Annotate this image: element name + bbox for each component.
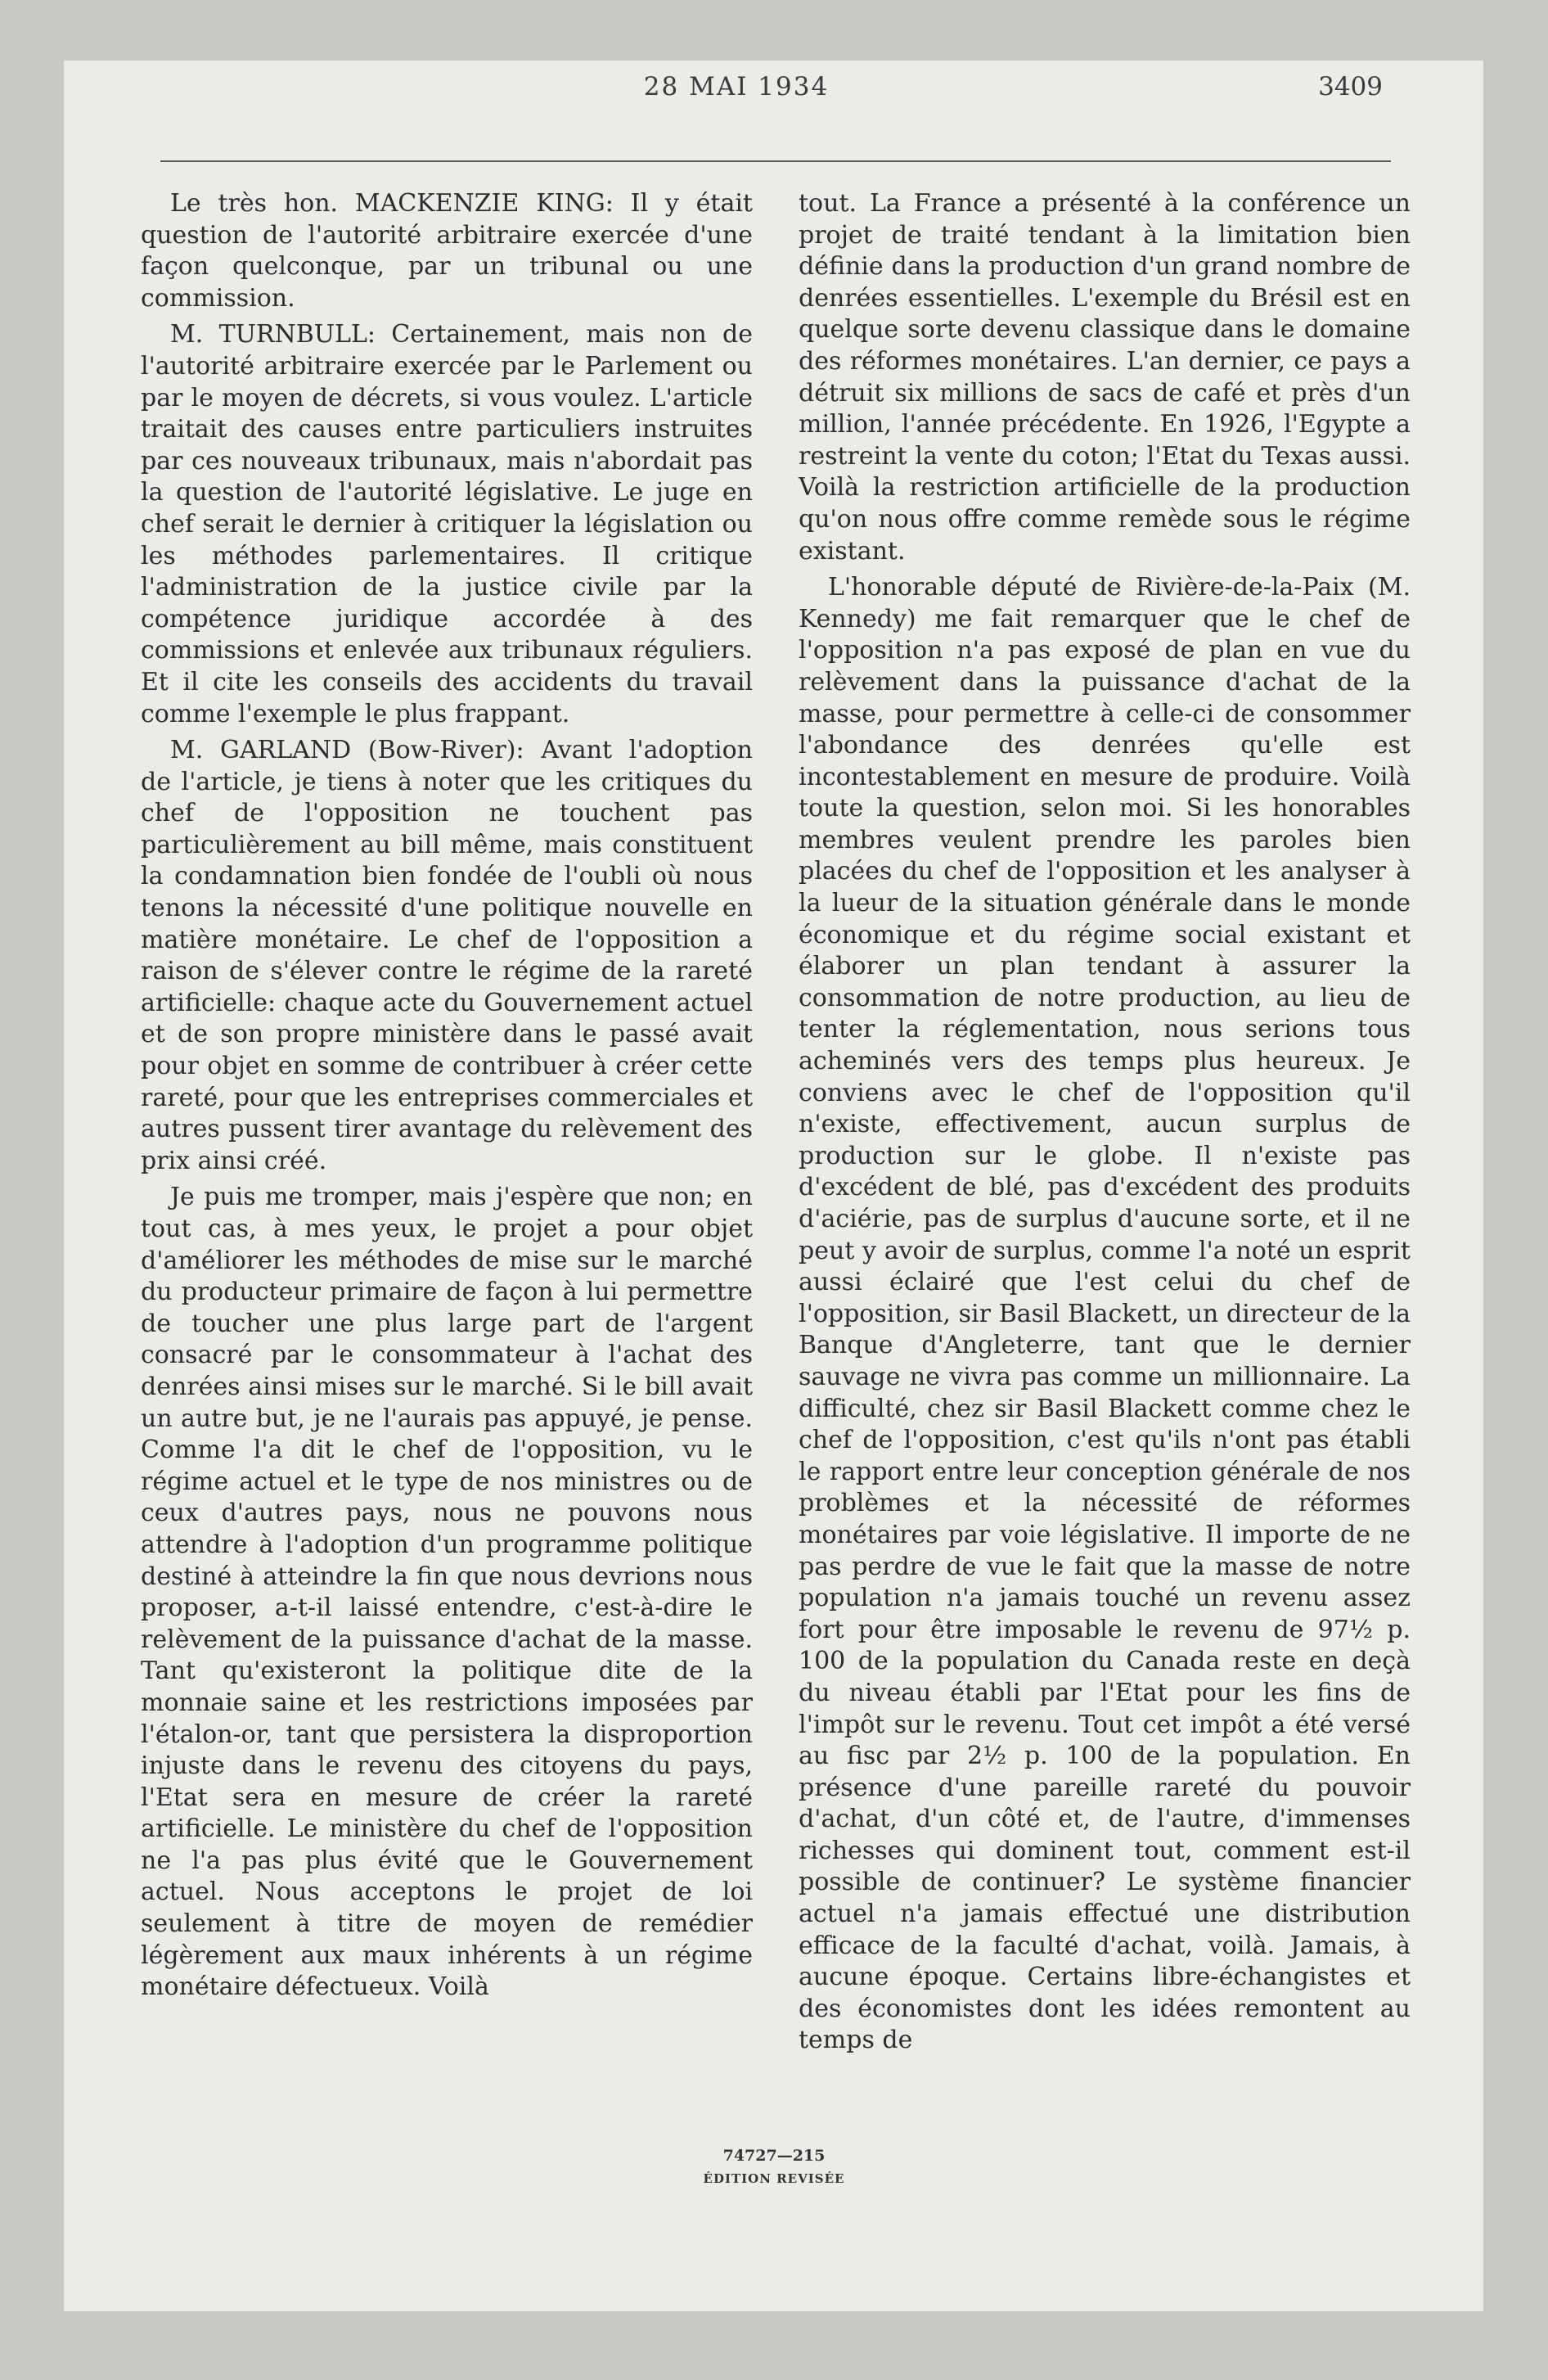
page-number: 3409 xyxy=(1318,72,1383,101)
right-column xyxy=(799,188,1411,2062)
left-column xyxy=(141,188,753,2008)
page-date: 28 MAI 1934 xyxy=(643,72,830,101)
paragraph: Je puis me tromper, mais j'espère que non; en tout cas, à mes yeux, le projet a pour objet d'améliorer les méthodes de mise sur le marché du producteur primaire de façon à lui permettre de toucher une plus large part de l'argent consacré par le consommateur à l'achat des denrées ainsi mises sur le marché. Si le bill avait un autre but, je ne l'aurais pas appuyé, je pense. Comme l'a dit le chef de l'opposition, vu le régime actuel et le type de nos ministres ou de ceux d'autres pays, nous ne pouvons nous attendre à l'adoption d'un programme politique destiné à atteindre la fin que nous devrions nous proposer, a-t-il laissé entendre, c'est-à-dire le relèvement de la puissance d'achat de la masse. Tant qu'existeront la politique dite de la monnaie saine et les restrictions imposées par l'étalon-or, tant que persistera la disproportion injuste dans le revenu des citoyens du pays, l'Etat sera en mesure de créer la rareté artificielle. Le ministère du chef de l'opposition ne l'a pas plus évité que le Gouvernement actuel. Nous acceptons le projet de loi seulement à titre de moyen de remédier légèrement aux maux inhérents à un régime monétaire défectueux. Voilà xyxy=(141,1183,753,2002)
edition-label: ÉDITION REVISÉE xyxy=(703,2171,845,2186)
page-footer xyxy=(0,2144,1548,2190)
header-rule xyxy=(160,160,1391,162)
paragraph: M. GARLAND (Bow-River): Avant l'adoption de l'article, je tiens à noter que les critiques du chef de l'opposition ne touchent pas particulièrement au bill même, mais constituent la condamnation bien fondée de l'oubli où nous tenons la nécessité d'une politique nouvelle en matière monétaire. Le chef de l'opposition a raison de s'élever contre le régime de la rareté artificielle: chaque acte du Gouvernement actuel et de son propre ministère dans le passé avait pour objet en somme de contribuer à créer cette rareté, pour que les entreprises commerciales et autres pussent tirer avantage du relèvement des prix ainsi créé. xyxy=(141,736,753,1175)
paragraph: tout. La France a présenté à la conférence un projet de traité tendant à la limitation bien définie dans la production d'un grand nombre de denrées essentielles. L'exemple du Brésil est en quelque sorte devenu classique dans le domaine des réformes monétaires. L'an dernier, ce pays a détruit six millions de sacs de café et près d'un million, l'année précédente. En 1926, l'Egypte a restreint la vente du coton; l'Etat du Texas aussi. Voilà la restriction artificielle de la production qu'on nous offre comme remède sous le régime existant. xyxy=(799,189,1411,566)
paragraph: L'honorable député de Rivière-de-la-Paix (M. Kennedy) me fait remarquer que le chef de l'opposition n'a pas exposé de plan en vue du relèvement dans la puissance d'achat de la masse, pour permettre à celle-ci de consommer l'abondance des denrées qu'elle est incontestablement en mesure de produire. Voilà toute la question, selon moi. Si les honorables membres veulent prendre les paroles bien placées du chef de l'opposition et les analyser à la lueur de la situation générale dans le monde économique et du régime social existant et élaborer un plan tendant à assurer la consommation de notre production, au lieu de tenter la réglementation, nous serions tous acheminés vers des temps plus heureux. Je conviens avec le chef de l'opposition qu'il n'existe, effectivement, aucun surplus de production sur le globe. Il n'existe pas d'excédent de blé, pas d'excédent des produits d'aciérie, pas de surplus d'aucune sorte, et il ne peut y avoir de surplus, comme l'a noté un esprit aussi éclairé que l'est celui du chef de l'opposition, sir Basil Blackett, un directeur de la Banque d'Angleterre, tant que le dernier sauvage ne vivra pas comme un millionnaire. La difficulté, chez sir Basil Blackett comme chez le chef de l'opposition, c'est qu'ils n'ont pas établi le rapport entre leur conception générale de nos problèmes et la nécessité de réformes monétaires par voie législative. Il importe de ne pas perdre de vue le fait que la masse de notre population n'a jamais touché un revenu assez fort pour être imposable le revenu de 97½ p. 100 de la population du Canada reste en deçà du niveau établi par l'Etat pour les fins de l'impôt sur le revenu. Tout cet impôt a été versé au fisc par 2½ p. 100 de la population. En présence d'une pareille rareté du pouvoir d'achat, d'un côté et, de l'autre, d'immenses richesses qui dominent tout, comment est-il possible de continuer? Le système financier actuel n'a jamais effectué une distribution efficace de la faculté d'achat, voilà. Jamais, à aucune époque. Certains libre-échangistes et des économistes dont les idées remontent au temps de xyxy=(799,573,1411,2055)
paragraph: Le très hon. MACKENZIE KING: Il y était question de l'autorité arbitraire exercée d'une façon quelconque, par un tribunal ou une commission. xyxy=(141,189,753,313)
paragraph: M. TURNBULL: Certainement, mais non de l'autorité arbitraire exercée par le Parlement ou par le moyen de décrets, si vous voulez. L'article traitait des causes entre particuliers instruites par ces nouveaux tribunaux, mais n'abordait pas la question de l'autorité législative. Le juge en chef serait le dernier à critiquer la législation ou les méthodes parlementaires. Il critique l'administration de la justice civile par la compétence juridique accordée à des commissions et enlevée aux tribunaux réguliers. Et il cite les conseils des accidents du travail comme l'exemple le plus frappant. xyxy=(141,320,753,728)
print-code: 74727—215 xyxy=(722,2147,826,2165)
page-header xyxy=(90,72,1383,121)
